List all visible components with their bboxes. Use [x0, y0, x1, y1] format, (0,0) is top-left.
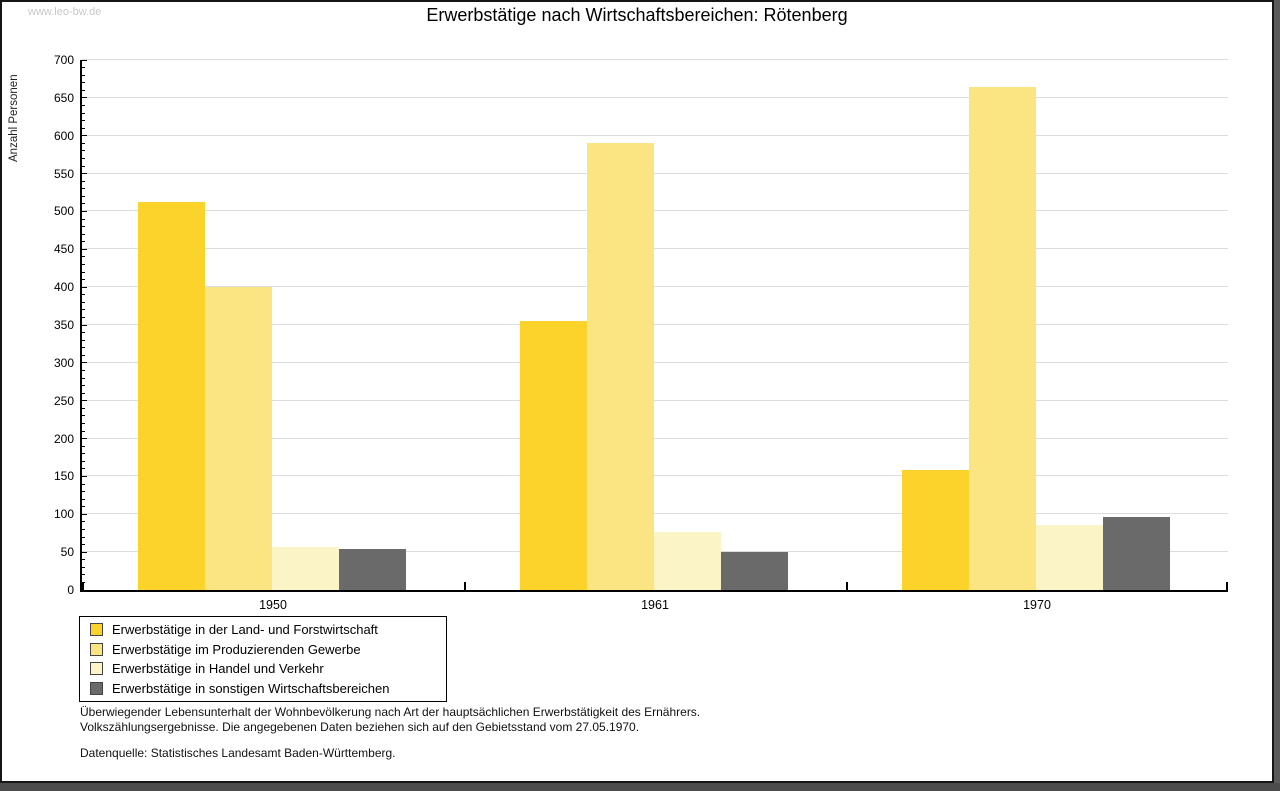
y-axis-tick	[82, 506, 85, 507]
y-axis-tick	[82, 256, 85, 257]
y-axis-tick	[82, 529, 85, 530]
footnote-line-2: Volkszählungsergebnisse. Die angegebenen Daten beziehen sich auf den Gebietsstand vom 27.05.1970.	[80, 719, 640, 734]
y-axis-tick	[82, 113, 85, 114]
legend-item	[90, 620, 438, 640]
y-axis-tick	[82, 544, 85, 545]
y-axis-tick	[82, 408, 85, 409]
y-axis-tick	[82, 196, 85, 197]
y-axis-tick	[82, 203, 85, 204]
y-axis-tick	[82, 393, 85, 394]
bar-1950-series-2	[205, 287, 272, 590]
bar-1970-series-3	[1036, 525, 1103, 590]
shadow-bottom	[0, 783, 1280, 791]
y-axis-tick	[82, 559, 85, 560]
gridline	[82, 210, 1228, 211]
y-axis-tick-label: 400	[53, 280, 74, 295]
bar-1961-series-2	[587, 143, 654, 590]
y-axis-tick-label: 250	[53, 393, 74, 408]
y-axis-tick	[82, 347, 85, 348]
y-axis-tick	[82, 302, 85, 303]
y-axis-tick	[82, 188, 85, 189]
legend-swatch	[90, 662, 103, 675]
y-axis-tick	[82, 355, 85, 356]
y-axis-tick	[82, 272, 85, 273]
y-axis-tick	[82, 484, 85, 485]
plot-area	[53, 53, 1228, 612]
y-axis-tick-label: 300	[53, 355, 74, 370]
y-axis-tick	[82, 128, 85, 129]
y-axis-title: Anzahl Personen	[8, 74, 20, 162]
y-axis-tick	[82, 67, 85, 68]
legend	[79, 616, 447, 702]
bar-1970-series-2	[969, 87, 1036, 591]
legend-item	[90, 679, 438, 699]
bar-1970-series-4	[1103, 517, 1170, 590]
x-axis-tick	[82, 582, 84, 590]
y-axis-tick	[82, 90, 85, 91]
legend-label: Erwerbstätige in Handel und Verkehr	[112, 661, 324, 677]
y-axis-tick-label: 0	[67, 583, 74, 597]
y-axis-tick	[82, 264, 85, 265]
y-axis-tick	[82, 574, 85, 575]
x-axis-label: 1950	[259, 598, 287, 612]
y-axis-tick-label: 500	[53, 204, 74, 219]
bar-1950-series-1	[138, 202, 205, 590]
y-axis-tick	[82, 181, 85, 182]
legend-item	[90, 659, 438, 679]
y-axis-tick	[82, 340, 85, 341]
shadow-right	[1274, 0, 1280, 791]
gridline	[82, 97, 1228, 98]
y-axis-tick	[82, 423, 85, 424]
y-axis-tick	[82, 294, 85, 295]
y-axis-tick	[82, 400, 87, 401]
y-axis-tick	[82, 82, 85, 83]
y-axis-tick	[82, 378, 85, 379]
x-axis-label: 1970	[1023, 598, 1051, 612]
y-axis-tick-label: 450	[53, 242, 74, 257]
legend-label: Erwerbstätige im Produzierenden Gewerbe	[112, 641, 361, 657]
y-axis-tick	[82, 537, 85, 538]
y-axis-tick	[82, 514, 87, 515]
y-axis-tick	[82, 75, 85, 76]
y-axis-tick	[82, 317, 85, 318]
y-axis-tick	[82, 491, 85, 492]
y-axis-tick-label: 150	[53, 469, 74, 484]
y-axis-tick	[82, 362, 87, 363]
y-axis-tick	[82, 249, 87, 250]
y-axis-tick	[82, 211, 87, 212]
y-axis-tick	[82, 521, 85, 522]
y-axis-tick	[82, 143, 85, 144]
y-axis-tick	[82, 97, 87, 98]
y-axis-tick	[82, 370, 85, 371]
y-axis-tick	[82, 309, 85, 310]
footnote-line-1: Überwiegender Lebensunterhalt der Wohnbevölkerung nach Art der hauptsächlichen Erwerbstätigkeit des Ernährers.	[80, 705, 701, 719]
y-axis-tick-label: 700	[53, 53, 74, 67]
y-axis-tick	[82, 150, 85, 151]
y-axis-tick	[82, 567, 85, 568]
bar-1961-series-3	[654, 532, 721, 590]
gridline	[82, 248, 1228, 249]
y-axis-tick	[82, 120, 85, 121]
y-axis-tick	[82, 446, 85, 447]
y-axis-tick	[82, 105, 85, 106]
y-axis-tick	[82, 415, 85, 416]
y-axis-tick-label: 600	[53, 128, 74, 143]
x-axis-tick	[464, 582, 466, 590]
y-axis-tick	[82, 385, 85, 386]
bar-1970-series-1	[902, 470, 969, 590]
gridline	[82, 135, 1228, 136]
y-axis-tick	[82, 461, 85, 462]
y-axis-tick-label: 650	[53, 90, 74, 105]
watermark: www.leo-bw.de	[28, 6, 102, 18]
y-axis-tick	[82, 166, 85, 167]
y-axis-tick	[82, 173, 87, 174]
y-axis-tick	[82, 219, 85, 220]
gridline	[82, 173, 1228, 174]
y-axis-tick	[82, 499, 85, 500]
legend-swatch	[90, 623, 103, 636]
y-axis-tick-label: 100	[53, 507, 74, 522]
gridline	[82, 59, 1228, 60]
y-axis-tick-label: 50	[60, 545, 74, 560]
y-axis-tick	[82, 476, 87, 477]
y-axis-tick	[82, 60, 87, 61]
y-axis-tick	[82, 279, 85, 280]
legend-swatch	[90, 682, 103, 695]
y-axis-tick	[82, 431, 85, 432]
y-axis-tick	[82, 552, 87, 553]
legend-swatch	[90, 643, 103, 656]
bar-1950-series-4	[339, 549, 406, 590]
y-axis-tick	[82, 226, 85, 227]
legend-label: Erwerbstätige in der Land- und Forstwirtschaft	[112, 622, 378, 638]
legend-label: Erwerbstätige in sonstigen Wirtschaftsbereichen	[112, 680, 390, 696]
y-axis-tick	[82, 287, 87, 288]
y-axis-tick-label: 200	[53, 431, 74, 446]
y-axis-tick	[82, 453, 85, 454]
y-axis-tick	[82, 438, 87, 439]
x-axis-label: 1961	[641, 598, 669, 612]
y-axis-tick	[82, 158, 85, 159]
y-axis-tick	[82, 325, 87, 326]
y-axis-tick	[82, 241, 85, 242]
bar-1950-series-3	[272, 547, 339, 590]
y-axis-tick-label: 550	[53, 166, 74, 181]
data-source: Datenquelle: Statistisches Landesamt Baden-Württemberg.	[80, 746, 396, 760]
y-axis-tick	[82, 468, 85, 469]
chart-title: Erwerbstätige nach Wirtschaftsbereichen: Rötenberg	[426, 5, 848, 25]
bar-1961-series-1	[520, 321, 587, 590]
x-axis-tick	[846, 582, 848, 590]
y-axis-tick	[82, 234, 85, 235]
y-axis-tick	[82, 332, 85, 333]
bar-1961-series-4	[721, 552, 788, 590]
y-axis-tick-label: 350	[53, 318, 74, 332]
legend-item	[90, 640, 438, 660]
y-axis-tick	[82, 135, 87, 136]
x-axis-tick	[1226, 582, 1228, 590]
footnote	[80, 705, 700, 734]
